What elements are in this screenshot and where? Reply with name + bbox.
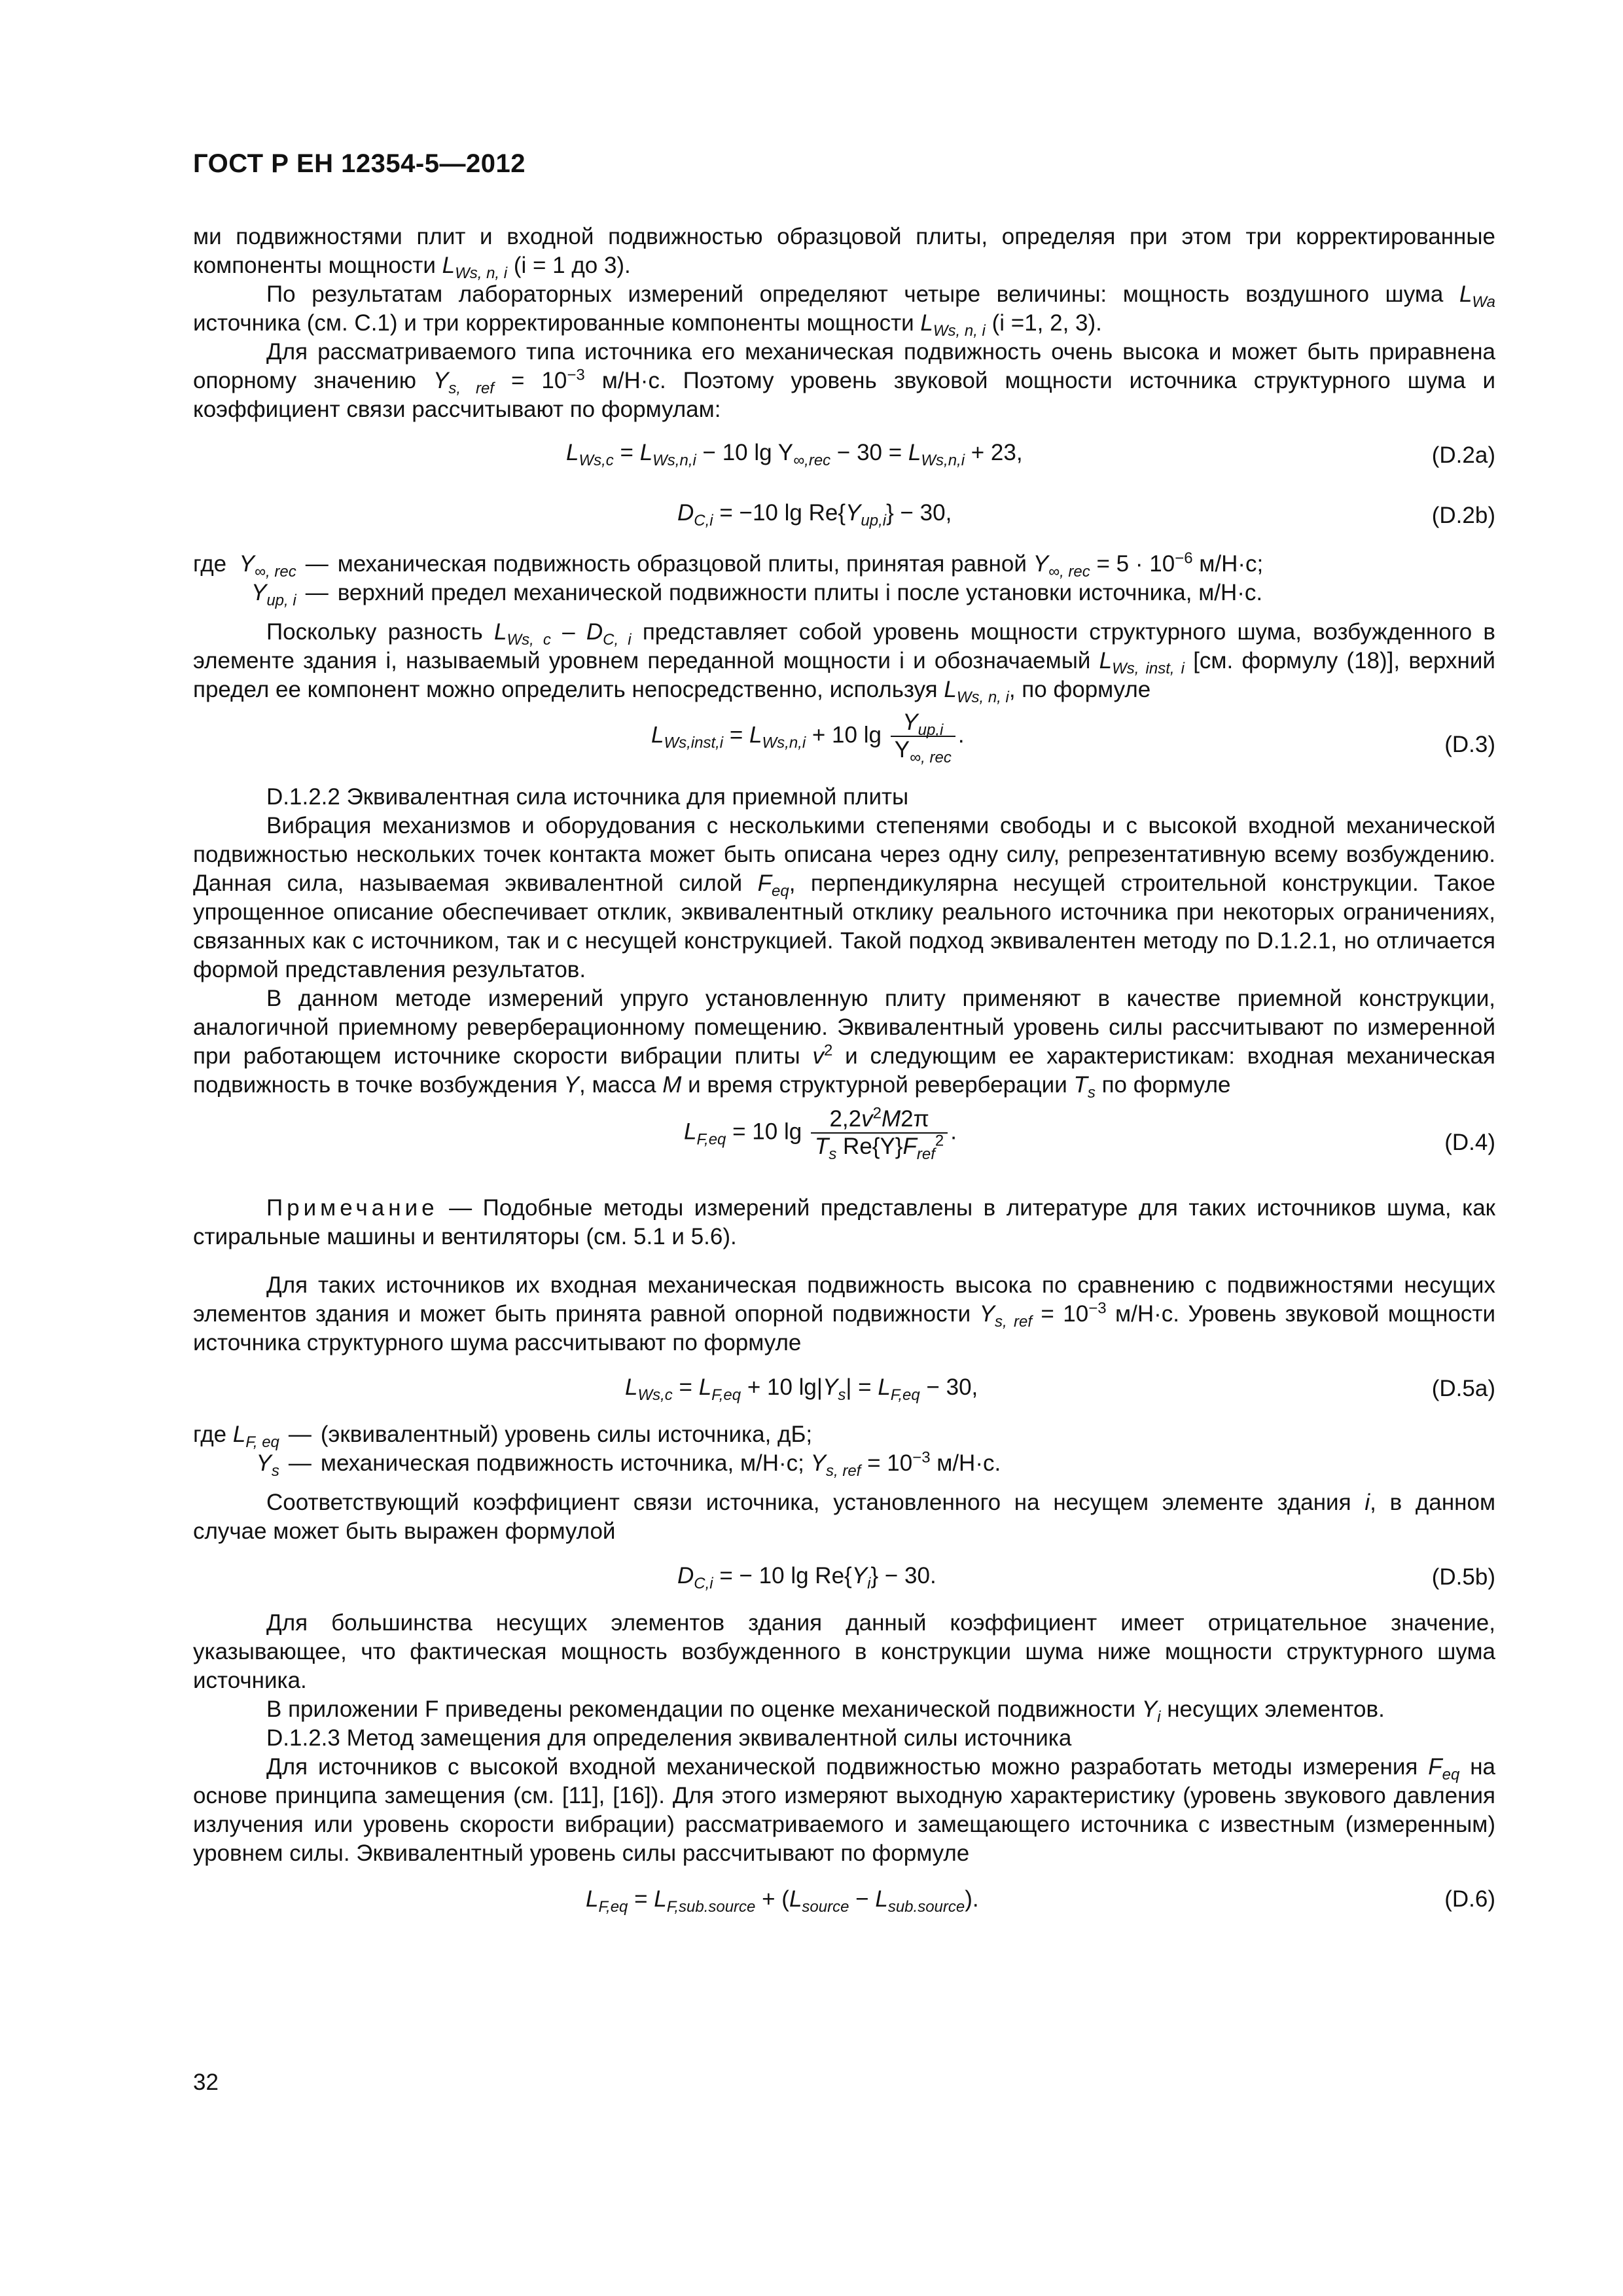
equation-d2a: $L_{Ws,c} = L_{Ws,n,i} - 10$ $\lg Y_{\infty,rec} - 30 = L_{Ws,n,i} + 23$, (D.2a) — [566, 440, 1495, 469]
paragraph-5: Вибрация механизмов и оборудования с несколькими степенями свободы и с высокой входной механической подвижностью нескольких точек контакта может быть описана через одну силу, репрезентативную всему возбуждению. Данная сила, называемая эквивалентной силой $F_{eq}$, перпендикулярна несущей строительной конструкции. Такое упрощенное описание обеспечивает отклик, эквивалентный отклику реального источника при некоторых ограничениях, связанных как с источником, так и с несущей конструкцией. Такой подход эквивалентен методу по D.1.2.1, но отличается формой представления результатов. — [193, 813, 1495, 982]
equation-number: (D.5a) — [1431, 1376, 1495, 1401]
section-heading-d122: D.1.2.2 Эквивалентная сила источника для приемной плиты — [266, 784, 909, 810]
document-header: ГОСТ Р ЕН 12354-5—2012 — [193, 149, 526, 178]
paragraph-6: В данном методе измерений упруго установленную плиту применяют в качестве приемной конструкции, аналогичной приемному реверберационному помещению. Эквивалентный уровень силы рассчитывают по измеренной при работающем источнике скорости вибрации плиты $v^2$ и следующим ее характеристикам: входная механическая подвижность в точке возбуждения Y, масса M и время структурной реверберации $T_s$ по формуле — [193, 986, 1495, 1102]
variable-definitions-2: где $L_{F, eq}$ — (эквивалентный) уровень силы источника, дБ; $Y_s$ — механическая подвижность источника, м/Н·с; $Y_{s, ref} = 10^{-3}$ м/Н·с. — [193, 1422, 1001, 1480]
paragraph-3: Для рассматриваемого типа источника его механическая подвижность очень высока и может быть приравнена опорному значению $Y_{s, ref} = 10^{-3}$ м/Н·с. Поэтому уровень звуковой мощности источника структурного шума и коэффициент связи рассчитывают по формулам: — [193, 339, 1496, 422]
equation-number: (D.3) — [1444, 732, 1495, 757]
equation-d2b: $D_{C,i} = -10$ $\lg Re\{Y_{up,i}\} - 30$, (D.2b) — [677, 500, 1495, 529]
equation-number: (D.6) — [1444, 1886, 1495, 1912]
paragraph-7: Для таких источников их входная механическая подвижность высока по сравнению с подвижностями несущих элементов здания и может быть принята равной опорной подвижности $Y_{s, ref} = 10^{-3}$ м/Н·с. Уровень звуковой мощности источника структурного шума рассчитывают по формуле — [193, 1272, 1496, 1355]
page-number: 32 — [193, 2070, 219, 2095]
equation-d5b: $D_{C,i}$ = − 10 $\lg Re\{Y_i\} - 30$. (D.5b) — [677, 1563, 1495, 1592]
equation-number: (D.4) — [1444, 1130, 1495, 1155]
paragraph-1: ми подвижностями плит и входной подвижностью образцовой плиты, определяя при этом три корректированные компоненты мощности $L_{Ws, n, i}$ (i = 1 до 3). — [193, 224, 1495, 282]
variable-definitions-1: где $Y_{\infty, rec}$ — механическая подвижность образцовой плиты, принятая равной $Y_{\infty, rec} = 5 \cdot 10^{-6}$ м/Н·с; $Y_{up, i}$ — верхний предел механической подвижности плиты i после установки источника, м/Н·с. — [193, 549, 1264, 609]
paragraph-9: Для большинства несущих элементов здания данный коэффициент имеет отрицательное значение, указывающее, что фактическая мощность возбужденного в конструкции шума ниже мощности структурного шума источника. — [193, 1610, 1495, 1693]
equation-d3: $L_{Ws,inst,i} = L_{Ws,n,i} + 10$ lg $\frac{Y_{up,i}}{Y_{\infty, rec}}$ . (D.3) — [651, 709, 1495, 766]
paragraph-10: В приложении F приведены рекомендации по оценке механической подвижности $Y_i$ несущих элементов. — [266, 1696, 1385, 1726]
equation-number: (D.2b) — [1431, 503, 1495, 528]
paragraph-2: По результатам лабораторных измерений определяют четыре величины: мощность воздушного шума $L_{Wa}$ источника (см. С.1) и три корректированные компоненты мощности $L_{Ws, n, i}$ (i =1, 2, 3). — [193, 281, 1495, 340]
equation-number: (D.5b) — [1431, 1564, 1495, 1590]
equation-number: (D.2a) — [1431, 442, 1495, 468]
equation-d4: $L_{F,eq} = 10$ lg $\frac{2,2v^2M2\pi}{T_s Re\{Y\}F_{ref}^2}$ . (D.4) — [684, 1104, 1495, 1163]
equation-d5a: $L_{Ws,c} = L_{F,eq} + 10$ $\lg|Y_s| = L_{F,eq} - 30$, (D.5a) — [625, 1374, 1495, 1404]
paragraph-4: Поскольку разность $L_{Ws, c} - D_{C, i}$ представляет собой уровень мощности структурного шума, возбужденного в элементе здания i, называемый уровнем переданной мощности i и обозначаемый $L_{Ws, inst, i}$ [см. формулу (18)], верхний предел ее компонент можно определить непосредственно, используя $L_{Ws, n, i}$, по формуле — [193, 619, 1495, 706]
paragraph-8: Соответствующий коэффициент связи источника, установленного на несущем элементе здания i, в данном случае может быть выражен формулой — [193, 1490, 1496, 1544]
page-body — [193, 223, 1495, 1931]
note-label: Примечание — [266, 1195, 438, 1221]
note: Примечание — Подобные методы измерений представлены в литературе для таких источников шума, как стиральные машины и вентиляторы (см. 5.1 и 5.6). — [193, 1195, 1495, 1249]
equation-d6: $L_{F,eq} = L_{F,sub.source} + (L_{source} - L_{sub.source})$. (D.6) — [586, 1886, 1495, 1916]
paragraph-11: Для источников с высокой входной механической подвижностью можно разработать методы измерения $F_{eq}$ на основе принципа замещения (см. [11], [16]). Для этого измеряют выходную характеристику (уровень звукового давления излучения или уровень скорости вибрации) рассматриваемого и замещающего источника с известным (измеренным) уровнем силы. Эквивалентный уровень силы рассчитывают по формуле — [193, 1754, 1495, 1866]
section-heading-d123: D.1.2.3 Метод замещения для определения эквивалентной силы источника — [266, 1725, 1072, 1751]
